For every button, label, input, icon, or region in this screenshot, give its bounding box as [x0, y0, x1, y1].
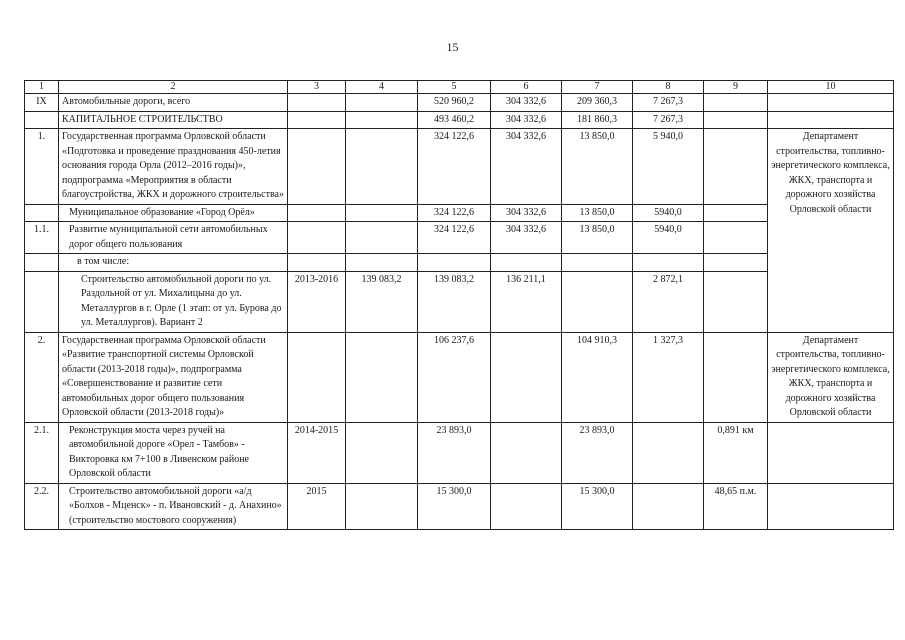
row-title: КАПИТАЛЬНОЕ СТРОИТЕЛЬСТВО [59, 111, 288, 129]
cell-total: 106 237,6 [418, 332, 491, 422]
cell-federal: 304 332,6 [491, 111, 562, 129]
cell-period [288, 332, 346, 422]
cell-period [288, 254, 346, 272]
cell-responsible [768, 111, 894, 129]
cell-local: 5940,0 [633, 204, 704, 222]
cell-estimate [346, 483, 418, 530]
row-title: Государственная программа Орловской области «Подготовка и проведение празднования 450-летия основания города Орла (2012–2016 годы)», подпрограмма «Мероприятия в области благоустройства, ЖКХ и дорожного строительства» [59, 129, 288, 205]
budget-table [24, 80, 894, 530]
header-cell: 9 [704, 81, 768, 94]
cell-local: 1 327,3 [633, 332, 704, 422]
cell-responsible [768, 483, 894, 530]
cell-capacity [704, 332, 768, 422]
cell-local [633, 254, 704, 272]
cell-total: 139 083,2 [418, 271, 491, 332]
cell-total: 324 122,6 [418, 222, 491, 254]
table-row-1 [25, 129, 894, 205]
header-cell: 1 [25, 81, 59, 94]
cell-federal: 136 211,1 [491, 271, 562, 332]
row-number [25, 254, 59, 272]
cell-local: 2 872,1 [633, 271, 704, 332]
cell-local: 5 940,0 [633, 129, 704, 205]
row-number: 2. [25, 332, 59, 422]
cell-local: 7 267,3 [633, 111, 704, 129]
cell-capacity [704, 111, 768, 129]
cell-responsible [768, 94, 894, 112]
row-number [25, 111, 59, 129]
cell-regional: 209 360,3 [562, 94, 633, 112]
cell-regional: 104 910,3 [562, 332, 633, 422]
cell-period [288, 94, 346, 112]
cell-total: 23 893,0 [418, 422, 491, 483]
cell-period: 2015 [288, 483, 346, 530]
table-row-2-1 [25, 422, 894, 483]
cell-total: 520 960,2 [418, 94, 491, 112]
table-row-2-2 [25, 483, 894, 530]
cell-local [633, 483, 704, 530]
cell-responsible: Департамент строительства, топливно-энергетического комплекса, ЖКХ, транспорта и дорожного хозяйства Орловской области [768, 129, 894, 333]
row-title: Строительство автомобильной дороги по ул. Раздольной от ул. Михалицына до ул. Металлургов в г. Орле (1 этап: от ул. Бурова до ул. Металлургов). Вариант 2 [59, 271, 288, 332]
cell-capacity [704, 129, 768, 205]
header-cell: 5 [418, 81, 491, 94]
cell-capacity: 48,65 п.м. [704, 483, 768, 530]
row-title: Автомобильные дороги, всего [59, 94, 288, 112]
header-row [25, 81, 894, 94]
row-number: 2.2. [25, 483, 59, 530]
header-cell: 2 [59, 81, 288, 94]
cell-period [288, 204, 346, 222]
cell-estimate [346, 332, 418, 422]
cell-federal [491, 254, 562, 272]
row-number: 2.1. [25, 422, 59, 483]
cell-period [288, 111, 346, 129]
row-number [25, 271, 59, 332]
cell-estimate: 139 083,2 [346, 271, 418, 332]
row-title: Реконструкция моста через ручей на автомобильной дороге «Орел - Тамбов» - Викторовка км 7+100 в Ливенском районе Орловской области [59, 422, 288, 483]
row-title: Государственная программа Орловской области «Развитие транспортной системы Орловской области (2013-2018 годы)», подпрограмма «Совершенствование и развитие сети автомобильных дорог общего пользования Орловской области (2013-2018 годы)» [59, 332, 288, 422]
cell-total: 324 122,6 [418, 129, 491, 205]
cell-responsible: Департамент строительства, топливно-энергетического комплекса, ЖКХ, транспорта и дорожного хозяйства Орловской области [768, 332, 894, 422]
cell-estimate [346, 254, 418, 272]
cell-estimate [346, 222, 418, 254]
cell-regional [562, 254, 633, 272]
header-cell: 10 [768, 81, 894, 94]
header-cell: 8 [633, 81, 704, 94]
cell-regional: 13 850,0 [562, 204, 633, 222]
row-number [25, 204, 59, 222]
cell-capacity: 0,891 км [704, 422, 768, 483]
cell-capacity [704, 222, 768, 254]
header-cell: 6 [491, 81, 562, 94]
cell-federal: 304 332,6 [491, 129, 562, 205]
cell-estimate [346, 422, 418, 483]
cell-local [633, 422, 704, 483]
cell-local: 5940,0 [633, 222, 704, 254]
cell-federal: 304 332,6 [491, 94, 562, 112]
cell-federal [491, 483, 562, 530]
table-row-capital [25, 111, 894, 129]
cell-federal [491, 332, 562, 422]
cell-capacity [704, 204, 768, 222]
cell-total: 493 460,2 [418, 111, 491, 129]
row-number: 1.1. [25, 222, 59, 254]
cell-total: 15 300,0 [418, 483, 491, 530]
cell-estimate [346, 129, 418, 205]
cell-regional [562, 271, 633, 332]
cell-total [418, 254, 491, 272]
cell-period: 2013-2016 [288, 271, 346, 332]
cell-period [288, 129, 346, 205]
cell-federal [491, 422, 562, 483]
header-cell: 4 [346, 81, 418, 94]
table-row-including [25, 254, 894, 272]
cell-regional: 181 860,3 [562, 111, 633, 129]
header-cell: 7 [562, 81, 633, 94]
cell-federal: 304 332,6 [491, 222, 562, 254]
row-title: в том числе: [59, 254, 288, 272]
table-row-construction [25, 271, 894, 332]
cell-estimate [346, 204, 418, 222]
row-title: Строительство автомобильной дороги «а/д «Болхов - Мценск» - п. Ивановский - д. Анахино» (строительство мостового сооружения) [59, 483, 288, 530]
cell-regional: 23 893,0 [562, 422, 633, 483]
row-number: 1. [25, 129, 59, 205]
cell-estimate [346, 94, 418, 112]
page-number: 15 [446, 40, 459, 54]
cell-regional: 13 850,0 [562, 129, 633, 205]
table-row-ix [25, 94, 894, 112]
cell-capacity [704, 254, 768, 272]
table-row-2 [25, 332, 894, 422]
cell-responsible [768, 422, 894, 483]
cell-capacity [704, 271, 768, 332]
row-number: IX [25, 94, 59, 112]
cell-total: 324 122,6 [418, 204, 491, 222]
cell-period [288, 222, 346, 254]
row-title: Муниципальное образование «Город Орёл» [59, 204, 288, 222]
row-title: Развитие муниципальной сети автомобильных дорог общего пользования [59, 222, 288, 254]
cell-regional: 13 850,0 [562, 222, 633, 254]
cell-period: 2014-2015 [288, 422, 346, 483]
cell-estimate [346, 111, 418, 129]
cell-capacity [704, 94, 768, 112]
cell-local: 7 267,3 [633, 94, 704, 112]
table-row-1-1 [25, 222, 894, 254]
table-row-municipality [25, 204, 894, 222]
cell-regional: 15 300,0 [562, 483, 633, 530]
header-cell: 3 [288, 81, 346, 94]
cell-federal: 304 332,6 [491, 204, 562, 222]
